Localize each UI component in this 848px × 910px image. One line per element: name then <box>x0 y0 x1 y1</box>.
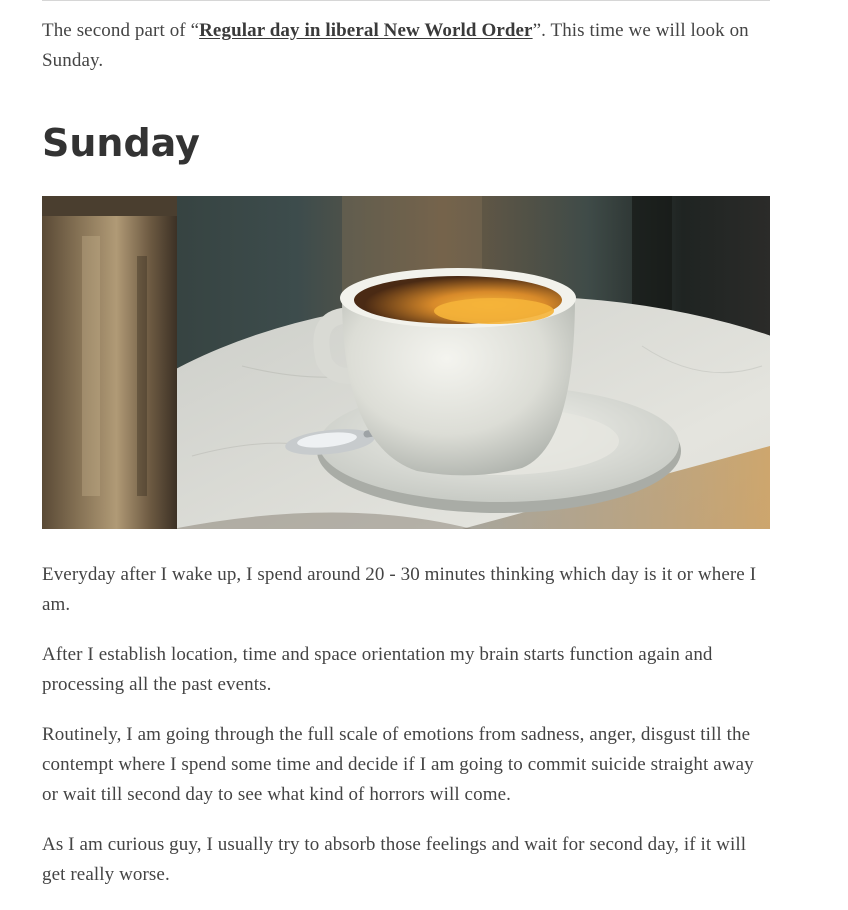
previous-part-link[interactable]: Regular day in liberal New World Order <box>199 20 533 41</box>
paragraph: Routinely, I am going through the full scale of emotions from sadness, anger, disgust till the contempt where I spend some time and decide if I am going to commit suicide straight away or wait till second day to see what kind of horrors will come. <box>42 724 754 805</box>
section-heading: Sunday <box>42 121 200 165</box>
intro-prefix: The second part of “ <box>42 20 200 41</box>
coffee-cup-image <box>42 196 770 529</box>
top-divider <box>42 0 770 1</box>
paragraph: As I am curious guy, I usually try to absorb those feelings and wait for second day, if it will get really worse. <box>42 834 747 885</box>
intro-paragraph <box>42 16 770 76</box>
paragraph: Everyday after I wake up, I spend around 20 - 30 minutes thinking which day is it or where I am. <box>42 564 757 615</box>
paragraph: After I establish location, time and space orientation my brain starts function again and processing all the past events. <box>42 644 713 695</box>
intro-suffix: ”. This time we will look on Sunday. <box>42 20 749 71</box>
article <box>42 0 770 890</box>
